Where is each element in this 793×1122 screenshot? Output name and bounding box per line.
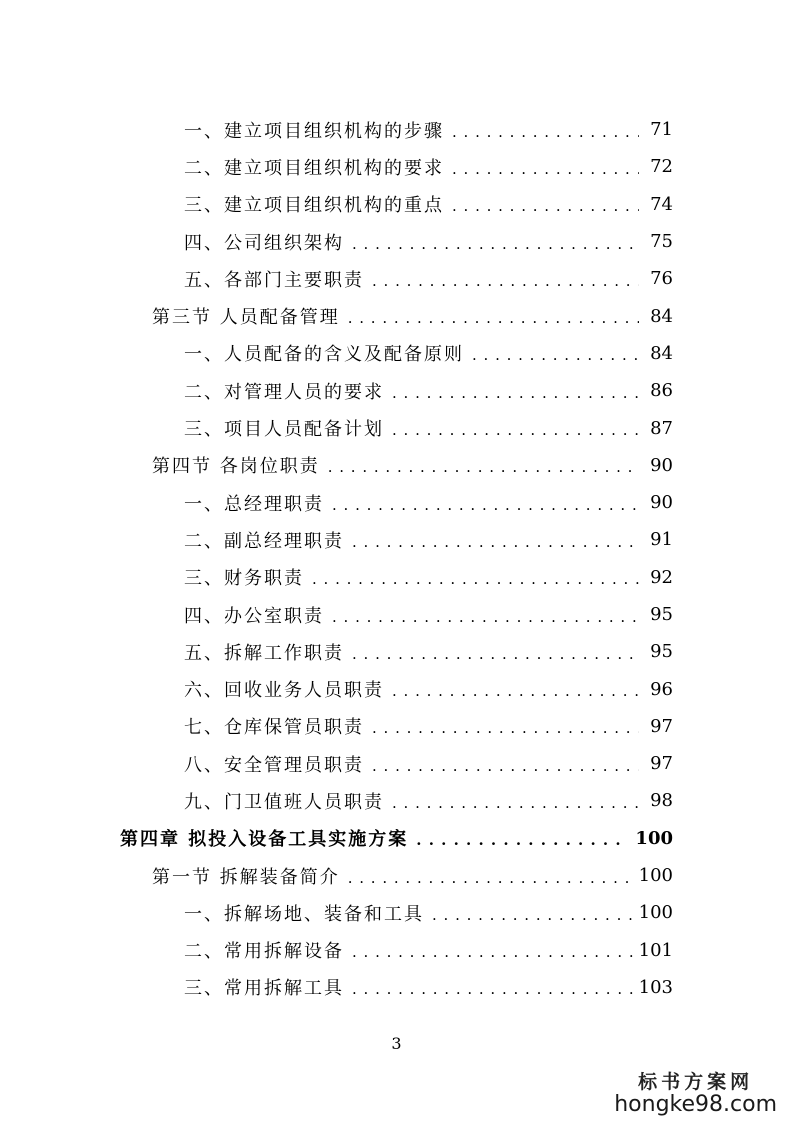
toc-entry-item[interactable] [0, 969, 793, 1006]
toc-entry-title: 七、仓库保管员职责 [184, 717, 364, 739]
toc-entry-item[interactable] [0, 148, 793, 185]
toc-entry-page: 92 [650, 566, 673, 588]
toc-entry-title: 一、建立项目组织机构的步骤 [184, 120, 444, 142]
toc-entry-title: 二、副总经理职责 [184, 530, 344, 552]
toc-dot-leader [452, 160, 639, 178]
toc-dot-leader [372, 719, 639, 737]
toc-entry-title: 五、各部门主要职责 [184, 269, 364, 291]
toc-entry-page: 91 [650, 529, 673, 551]
toc-dot-leader [352, 943, 633, 961]
toc-entry-line [184, 788, 673, 814]
toc-entry-title: 三、建立项目组织机构的重点 [184, 195, 444, 217]
toc-dot-leader [332, 608, 639, 626]
toc-entry-item[interactable] [0, 409, 793, 446]
toc-entry-line [184, 229, 673, 255]
toc-entry-line [184, 676, 673, 702]
toc-entry-page: 84 [650, 342, 673, 364]
toc-entry-item[interactable] [0, 932, 793, 969]
toc-entry-line [152, 863, 673, 889]
toc-entry-title: 第三节 人员配备管理 [152, 307, 340, 329]
toc-dot-leader [352, 235, 639, 253]
toc-dot-leader [372, 272, 639, 290]
toc-dot-leader [328, 458, 639, 476]
toc-entry-title: 八、安全管理员职责 [184, 754, 364, 776]
toc-entry-title: 九、门卫值班人员职责 [184, 791, 384, 813]
toc-entry-page: 71 [650, 119, 673, 141]
toc-entry-page: 86 [650, 380, 673, 402]
toc-entry-line [184, 191, 673, 217]
toc-entry-line [184, 900, 673, 926]
toc-entry-title: 第四章 拟投入设备工具实施方案 [120, 829, 409, 851]
watermark-domain: hongke98.com [614, 1092, 777, 1117]
toc-entry-page: 95 [650, 641, 673, 663]
toc-entry-title: 一、人员配备的含义及配备原则 [184, 344, 464, 366]
toc-entry-line [120, 825, 673, 851]
toc-entry-line [184, 266, 673, 292]
toc-dot-leader [332, 496, 639, 514]
toc-entry-title: 四、公司组织架构 [184, 232, 344, 254]
toc-entry-section[interactable] [0, 297, 793, 334]
toc-dot-leader [352, 980, 633, 998]
toc-entry-page: 84 [650, 305, 673, 327]
toc-entry-title: 六、回收业务人员职责 [184, 680, 384, 702]
toc-entry-title: 二、建立项目组织机构的要求 [184, 157, 444, 179]
toc-entry-line [184, 713, 673, 739]
toc-dot-leader [392, 421, 639, 439]
toc-entry-page: 97 [650, 753, 673, 775]
toc-entry-title: 三、常用拆解工具 [184, 978, 344, 1000]
toc-entry-item[interactable] [0, 596, 793, 633]
toc-entry-title: 四、办公室职责 [184, 605, 324, 627]
watermark-title: 标书方案网 [638, 1071, 754, 1093]
toc-entry-item[interactable] [0, 484, 793, 521]
toc-dot-leader [348, 309, 639, 327]
toc-entry-item[interactable] [0, 745, 793, 782]
toc-entry-title: 第一节 拆解装备简介 [152, 866, 340, 888]
toc-entry-line [184, 490, 673, 516]
toc-entry-page: 90 [650, 492, 673, 514]
toc-entry-title: 一、总经理职责 [184, 493, 324, 515]
toc-entry-title: 第四节 各岗位职责 [152, 456, 320, 478]
toc-entry-item[interactable] [0, 708, 793, 745]
toc-entry-page: 72 [650, 156, 673, 178]
toc-entry-page: 100 [638, 865, 673, 887]
toc-entry-line [184, 639, 673, 665]
toc-dot-leader [352, 645, 639, 663]
toc-entry-item[interactable] [0, 111, 793, 148]
toc-entry-line [184, 937, 673, 963]
toc-entry-section[interactable] [0, 857, 793, 894]
toc-entry-item[interactable] [0, 372, 793, 409]
toc-entry-line [184, 974, 673, 1000]
toc-dot-leader [472, 346, 639, 364]
toc-entry-line [184, 154, 673, 180]
toc-dot-leader [452, 197, 639, 215]
toc-dot-leader [392, 794, 639, 812]
toc-entry-item[interactable] [0, 335, 793, 372]
toc-entry-item[interactable] [0, 633, 793, 670]
toc-entry-page: 95 [650, 604, 673, 625]
toc-dot-leader [416, 831, 629, 849]
toc-entry-line [184, 751, 673, 777]
toc-entry-page: 75 [650, 231, 673, 253]
toc-entry-title: 三、项目人员配备计划 [184, 419, 384, 441]
toc-entry-line [152, 303, 673, 329]
toc-entry-section[interactable] [0, 447, 793, 484]
table-of-contents [0, 111, 793, 1006]
toc-entry-page: 87 [650, 417, 673, 439]
toc-entry-page: 101 [638, 939, 673, 961]
toc-entry-page: 96 [650, 678, 673, 700]
toc-entry-title: 五、拆解工作职责 [184, 642, 344, 664]
toc-entry-item[interactable] [0, 186, 793, 223]
toc-entry-line [184, 415, 673, 441]
toc-entry-line [152, 452, 673, 478]
toc-entry-item[interactable] [0, 894, 793, 931]
toc-dot-leader [372, 757, 639, 775]
toc-entry-page: 90 [650, 454, 673, 476]
toc-entry-title: 二、对管理人员的要求 [184, 381, 384, 403]
toc-entry-title: 一、拆解场地、装备和工具 [184, 903, 424, 925]
toc-entry-page: 100 [638, 902, 673, 924]
toc-entry-page: 100 [635, 827, 673, 849]
toc-entry-chapter[interactable] [0, 820, 793, 857]
toc-entry-item[interactable] [0, 559, 793, 596]
toc-entry-title: 三、财务职责 [184, 568, 304, 590]
toc-entry-page: 98 [650, 790, 673, 812]
toc-entry-item[interactable] [0, 223, 793, 260]
toc-entry-page: 97 [650, 715, 673, 737]
toc-entry-line [184, 117, 673, 143]
toc-entry-line [184, 378, 673, 404]
toc-dot-leader [392, 384, 639, 402]
toc-entry-item[interactable] [0, 260, 793, 297]
page-number: 3 [391, 1034, 402, 1053]
toc-dot-leader [352, 533, 639, 551]
toc-entry-item[interactable] [0, 670, 793, 707]
toc-dot-leader [312, 570, 639, 588]
toc-entry-title: 二、常用拆解设备 [184, 941, 344, 963]
toc-entry-page: 74 [650, 193, 673, 215]
toc-entry-line [184, 340, 673, 366]
toc-entry-line [184, 527, 673, 553]
toc-dot-leader [452, 123, 639, 141]
toc-dot-leader [348, 869, 633, 887]
toc-dot-leader [392, 682, 639, 700]
toc-entry-line [184, 564, 673, 590]
toc-entry-item[interactable] [0, 782, 793, 819]
watermark-logo [614, 1067, 777, 1117]
toc-entry-item[interactable] [0, 521, 793, 558]
toc-dot-leader [432, 906, 633, 924]
toc-entry-line [184, 602, 673, 628]
toc-entry-page: 103 [638, 976, 673, 998]
toc-entry-page: 76 [650, 268, 673, 290]
